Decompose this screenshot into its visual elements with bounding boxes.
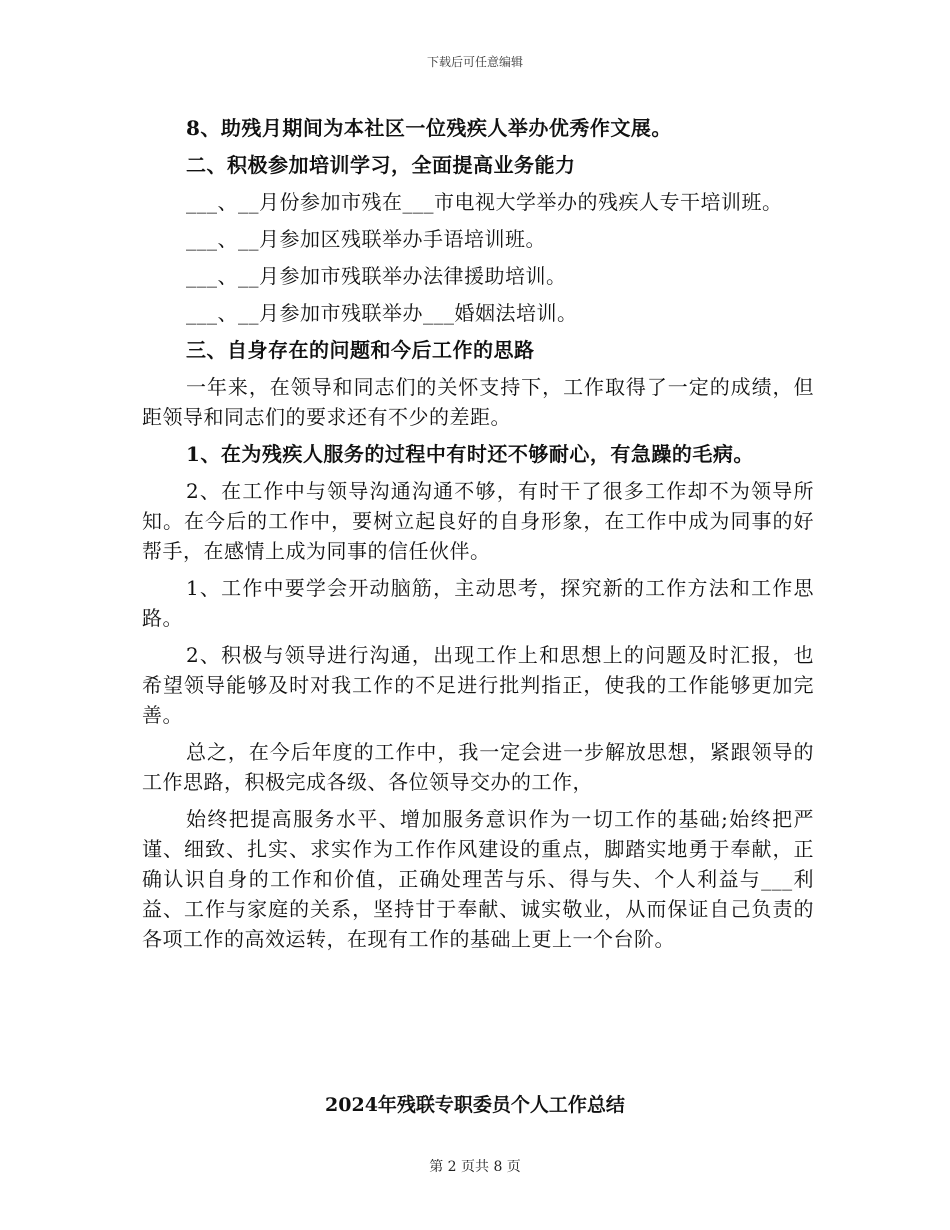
paragraph-9: 1、在为残疾人服务的过程中有时还不够耐心，有急躁的毛病。	[186, 442, 754, 466]
page-header: 下载后可任意编辑	[426, 55, 523, 69]
paragraph-8: 一年来，在领导和同志们的关怀支持下，工作取得了一定的成绩，但距领导和同志们的要求还有不少的差距。	[142, 375, 814, 429]
paragraph-14: 始终把提高服务水平、增加服务意识作为一切工作的基础;始终把严谨、细致、扎实、求实作为工作作风建设的重点，脚踏实地勇于奉献，正确认识自身的工作和价值，正确处理苦与乐、得与失、个人利益与___利益、工作与家庭的关系，坚持甘于奉献、诚实敬业，从而保证自己负责的各项工作的高效运转，在现有工作的基础上更上一个台阶。	[142, 807, 814, 951]
paragraph-1: 8、助残月期间为本社区一位残疾人举办优秀作文展。	[186, 116, 672, 140]
section-title: 2024年残联专职委员个人工作总结	[325, 1094, 625, 1116]
paragraph-6: ___、__月参加市残联举办___婚姻法培训。	[186, 301, 578, 325]
paragraph-5: ___、__月参加市残联举办法律援助培训。	[186, 264, 567, 288]
paragraph-13: 总之，在今后年度的工作中，我一定会进一步解放思想，紧跟领导的工作思路，积极完成各级、各位领导交办的工作，	[142, 740, 814, 794]
section-heading-2: 二、积极参加培训学习，全面提高业务能力	[186, 153, 576, 177]
paragraph-10: 2、在工作中与领导沟通沟通不够，有时干了很多工作却不为领导所知。在今后的工作中，要树立起良好的自身形象，在工作中成为同事的好帮手，在感情上成为同事的信任伙伴。	[142, 479, 814, 563]
section-heading-3: 三、自身存在的问题和今后工作的思路	[186, 338, 535, 362]
document-body	[142, 113, 814, 961]
paragraph-4: ___、__月参加区残联举办手语培训班。	[186, 227, 546, 251]
page-footer: 第 2 页共 8 页	[429, 1159, 521, 1175]
paragraph-3: ___、__月份参加市残在___市电视大学举办的残疾人专干培训班。	[186, 190, 783, 214]
paragraph-12: 2、积极与领导进行沟通，出现工作上和思想上的问题及时汇报，也希望领导能够及时对我工作的不足进行批判指正，使我的工作能够更加完善。	[142, 643, 814, 727]
paragraph-11: 1、工作中要学会开动脑筋，主动思考，探究新的工作方法和工作思路。	[142, 576, 814, 630]
